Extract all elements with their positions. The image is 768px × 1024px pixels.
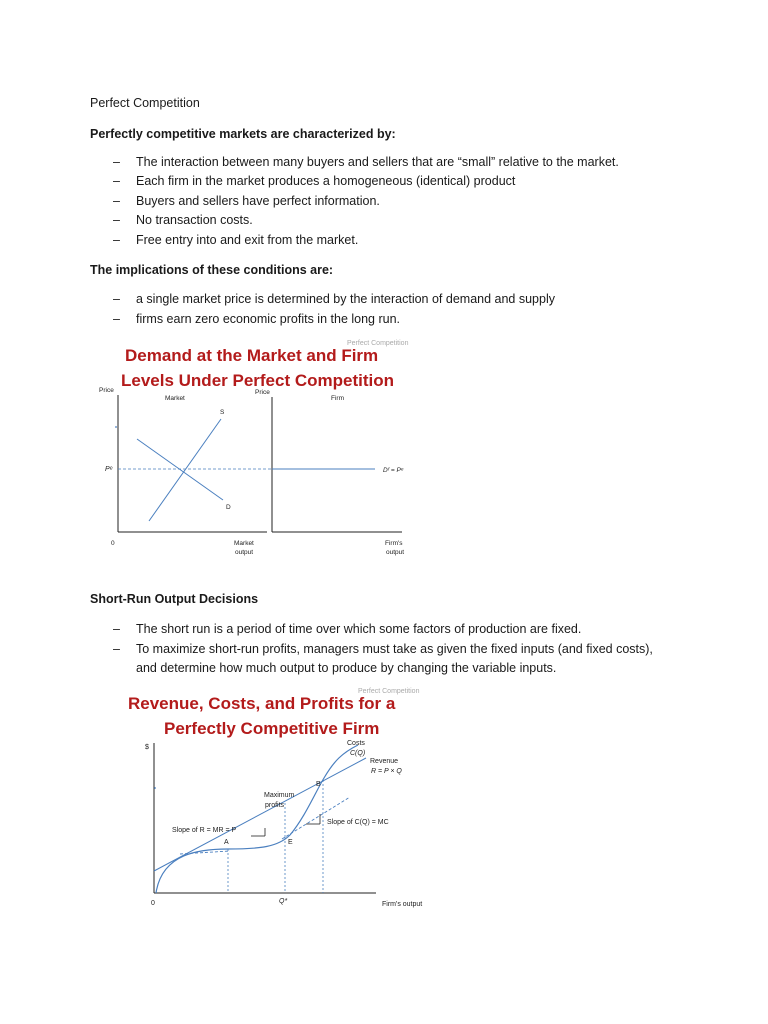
- bullet-mark: –: [113, 155, 120, 169]
- section3-title: Short-Run Output Decisions: [90, 592, 259, 606]
- market-y-label: Price: [99, 387, 114, 394]
- mc-slope-label: Slope of C(Q) = MC: [327, 819, 389, 826]
- figure2-watermark: Perfect Competition: [358, 688, 420, 695]
- y-tick-dot: [154, 787, 156, 789]
- list-item: Each firm in the market produces a homogeneous (identical) product: [136, 174, 516, 188]
- origin-label: 0: [151, 900, 155, 907]
- market-y-tick-dot: [115, 426, 117, 428]
- equilibrium-price-label: Pᵉ: [105, 466, 113, 473]
- list-item: firms earn zero economic profits in the long run.: [136, 312, 401, 326]
- market-panel-label: Market: [165, 395, 185, 402]
- list-item: a single market price is determined by the interaction of demand and supply: [136, 292, 555, 306]
- market-output-label-2: output: [235, 549, 254, 556]
- firm-demand-label: Dᶠ = Pᵉ: [383, 467, 404, 474]
- supply-curve: [149, 419, 221, 521]
- list-item: The interaction between many buyers and sellers that are “small” relative to the market.: [136, 155, 619, 169]
- supply-label: S: [220, 409, 225, 416]
- list-item: The short run is a period of time over which some factors of production are fixed.: [136, 622, 582, 636]
- max-profit-label-2: profits: [265, 802, 285, 809]
- bullet-mark: –: [113, 622, 120, 636]
- list-item-continuation: and determine how much output to produce by changing the variable inputs.: [136, 661, 557, 675]
- bullet-mark: –: [113, 292, 120, 306]
- point-e-label: E: [288, 839, 293, 846]
- bullet-mark: –: [113, 174, 120, 188]
- y-axis-label: $: [145, 744, 149, 751]
- demand-label: D: [226, 504, 231, 511]
- figure2-title-line1: Revenue, Costs, and Profits for a: [128, 694, 396, 713]
- cost-function-label: C(Q): [350, 750, 366, 757]
- point-a-label: A: [224, 839, 229, 846]
- bullet-mark: –: [113, 642, 120, 656]
- list-item: To maximize short-run profits, managers must take as given the fixed inputs (and fixed costs),: [136, 642, 653, 656]
- market-firm-demand-figure: [95, 335, 415, 565]
- section1-intro: Perfectly competitive markets are characterized by:: [90, 127, 396, 141]
- revenue-cost-profit-figure: [120, 683, 450, 913]
- max-profit-label-1: Maximum: [264, 792, 295, 799]
- figure1-watermark: Perfect Competition: [347, 340, 409, 347]
- point-b-label: B: [316, 781, 321, 788]
- figure1-title-line2: Levels Under Perfect Competition: [121, 371, 395, 390]
- mr-tangent-line: [180, 851, 230, 854]
- list-item: No transaction costs.: [136, 213, 253, 227]
- costs-label: Costs: [347, 740, 365, 747]
- page-heading: Perfect Competition: [90, 96, 200, 110]
- bullet-mark: –: [113, 233, 120, 247]
- section2-intro: The implications of these conditions are:: [90, 263, 334, 277]
- qstar-label: Q*: [279, 898, 288, 905]
- revenue-function-label: R = P × Q: [371, 768, 402, 775]
- list-item: Free entry into and exit from the market.: [136, 233, 359, 247]
- figure1-title-line1: Demand at the Market and Firm: [125, 346, 379, 365]
- firm-output-label-1: Firm's: [385, 540, 403, 547]
- market-output-label-1: Market: [234, 540, 254, 547]
- mc-tangent-line: [282, 797, 350, 839]
- x-axis-label: Firm's output: [382, 901, 423, 908]
- firm-output-label-2: output: [386, 549, 405, 556]
- mr-slope-label: Slope of R = MR = P: [172, 827, 237, 834]
- list-item: Buyers and sellers have perfect information.: [136, 194, 380, 208]
- bullet-mark: –: [113, 213, 120, 227]
- bullet-mark: –: [113, 194, 120, 208]
- demand-curve: [137, 439, 223, 500]
- figure2-title-line2: Perfectly Competitive Firm: [164, 719, 380, 738]
- market-origin: 0: [111, 540, 115, 547]
- firm-panel-label: Firm: [331, 395, 344, 402]
- revenue-label: Revenue: [370, 758, 399, 765]
- bullet-mark: –: [113, 312, 120, 326]
- firm-y-label: Price: [255, 389, 270, 396]
